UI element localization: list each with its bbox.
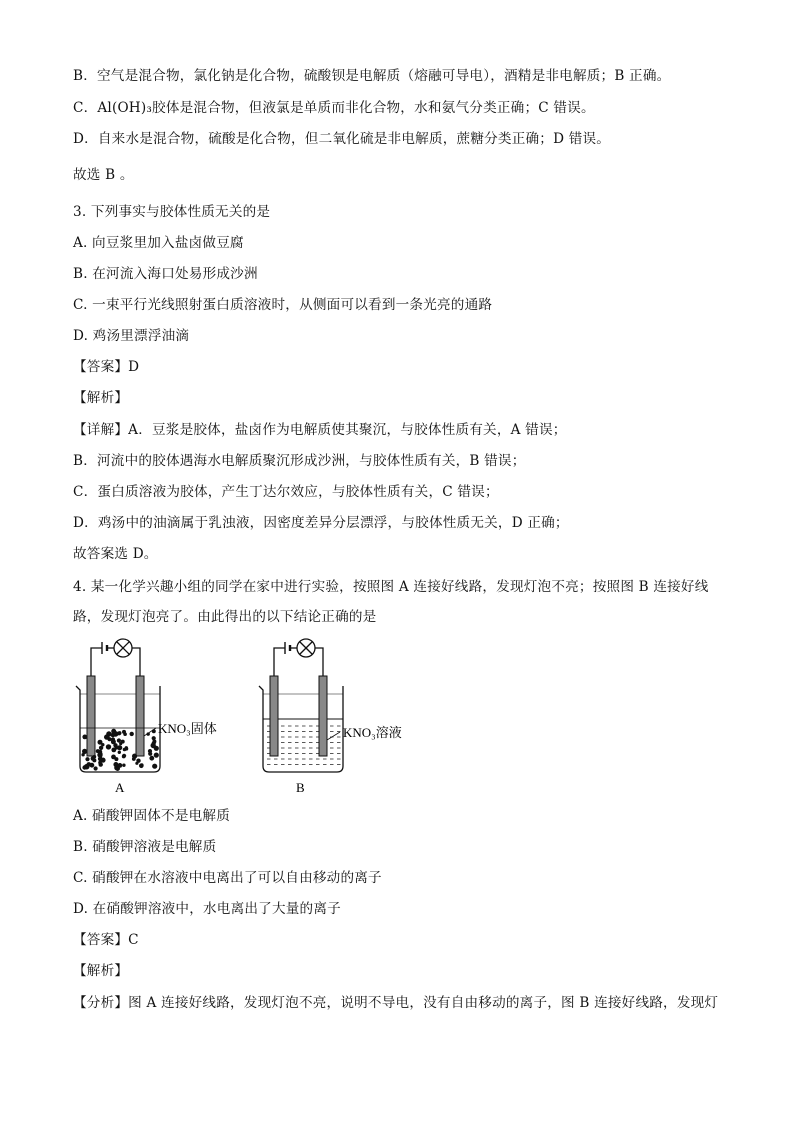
question-4-option-b: B. 硝酸钾溶液是电解质 bbox=[73, 839, 217, 855]
solid-particle bbox=[152, 740, 156, 744]
question-4-stem-line1: 4. 某一化学兴趣小组的同学在家中进行实验，按照图 A 连接好线路，发现灯泡不亮；按照图 B 连接好线 bbox=[73, 579, 709, 595]
label-kno3-solid: KNO₃固体 bbox=[158, 721, 217, 736]
question-4-analysis-heading: 【解析】 bbox=[73, 963, 129, 979]
question-3-detail-a: 【详解】A．豆浆是胶体，盐卤作为电解质使其聚沉，与胶体性质有关，A 错误； bbox=[73, 422, 567, 438]
solid-particle bbox=[122, 754, 126, 758]
electrode-a-left bbox=[87, 676, 95, 756]
solid-particle bbox=[104, 734, 109, 739]
solid-particle bbox=[139, 764, 144, 769]
electrode-b-right bbox=[319, 676, 327, 756]
question-3-detail-d: D．鸡汤中的油滴属于乳浊液，因密度差异分层漂浮，与胶体性质无关，D 正确； bbox=[73, 515, 569, 531]
solid-particle bbox=[97, 752, 102, 757]
question-3-option-d: D. 鸡汤里漂浮油滴 bbox=[73, 328, 190, 344]
caption-b: B bbox=[296, 780, 305, 795]
question-4-option-a: A. 硝酸钾固体不是电解质 bbox=[73, 808, 230, 824]
question-4-stem-line2: 路，发现灯泡亮了。由此得出的以下结论正确的是 bbox=[73, 609, 377, 625]
solid-particle bbox=[123, 732, 127, 736]
solid-particle bbox=[149, 756, 154, 761]
caption-a: A bbox=[115, 780, 125, 795]
question-3-option-a: A. 向豆浆里加入盐卤做豆腐 bbox=[73, 235, 244, 251]
solid-particle bbox=[111, 748, 116, 753]
solid-particle bbox=[106, 744, 111, 749]
line-d-conclusion: D．自来水是混合物，硫酸是化合物，但二氧化硫是非电解质，蔗糖分类正确；D 错误。 bbox=[73, 131, 611, 147]
solid-particle bbox=[113, 731, 119, 737]
solid-particle bbox=[101, 743, 104, 746]
solid-particle bbox=[125, 747, 129, 751]
question-3-final-answer: 故答案选 D。 bbox=[73, 546, 158, 562]
circuit-diagram bbox=[68, 636, 428, 806]
question-3-stem: 3. 下列事实与胶体性质无关的是 bbox=[73, 204, 271, 220]
question-3-analysis-heading: 【解析】 bbox=[73, 390, 129, 406]
solid-particle bbox=[122, 764, 125, 767]
line-c-conclusion: C．Al(OH)₃胶体是混合物，但液氯是单质而非化合物，水和氨气分类正确；C 错误。 bbox=[73, 100, 595, 116]
solid-particle bbox=[115, 766, 120, 771]
experiment-figure bbox=[68, 636, 428, 806]
line-answer-choice: 故选 B 。 bbox=[73, 167, 134, 183]
solid-particle bbox=[111, 737, 115, 741]
solid-particle bbox=[85, 757, 89, 761]
solid-particle bbox=[121, 740, 125, 744]
solid-particle bbox=[148, 752, 152, 756]
solid-particle bbox=[130, 732, 134, 736]
question-3-option-b: B. 在河流入海口处易形成沙洲 bbox=[73, 266, 258, 282]
solid-particle bbox=[132, 754, 137, 759]
solid-particle bbox=[94, 766, 98, 770]
solid-particle bbox=[98, 761, 102, 765]
solid-particle bbox=[82, 735, 87, 740]
solid-particle bbox=[151, 743, 156, 748]
solid-particle bbox=[113, 743, 117, 747]
question-4-option-c: C. 硝酸钾在水溶液中电离出了可以自由移动的离子 bbox=[73, 870, 382, 886]
label-kno3-solution: KNO₃溶液 bbox=[343, 725, 402, 740]
electrode-b-left bbox=[270, 676, 278, 756]
question-3-detail-b: B．河流中的胶体遇海水电解质聚沉形成沙洲，与胶体性质有关，B 错误； bbox=[73, 453, 526, 469]
solid-particle bbox=[154, 753, 159, 758]
solid-particle bbox=[118, 751, 121, 754]
question-3-answer: 【答案】D bbox=[73, 359, 140, 375]
solid-particle bbox=[117, 738, 121, 742]
solid-particle bbox=[81, 753, 84, 756]
question-4-analysis-text: 【分析】图 A 连接好线路，发现灯泡不亮，说明不导电，没有自由移动的离子，图 B 连接好线路，发现灯 bbox=[73, 995, 719, 1011]
solid-particle bbox=[91, 756, 96, 761]
electrode-a-right bbox=[136, 676, 144, 756]
question-4-option-d: D. 在硝酸钾溶液中，水电离出了大量的离子 bbox=[73, 901, 341, 917]
solid-particle bbox=[135, 762, 138, 765]
question-4-answer: 【答案】C bbox=[73, 932, 139, 948]
solid-particle bbox=[90, 763, 95, 768]
question-3-option-c: C. 一束平行光线照射蛋白质溶液时，从侧面可以看到一条光亮的通路 bbox=[73, 297, 493, 313]
solid-particle bbox=[152, 764, 157, 769]
line-b-conclusion: B．空气是混合物，氯化钠是化合物，硫酸钡是电解质（熔融可导电），酒精是非电解质；B 正确。 bbox=[73, 68, 671, 84]
question-3-detail-c: C．蛋白质溶液为胶体，产生丁达尔效应，与胶体性质有关，C 错误； bbox=[73, 484, 499, 500]
solid-particle bbox=[82, 765, 86, 769]
solid-particle bbox=[114, 757, 118, 761]
